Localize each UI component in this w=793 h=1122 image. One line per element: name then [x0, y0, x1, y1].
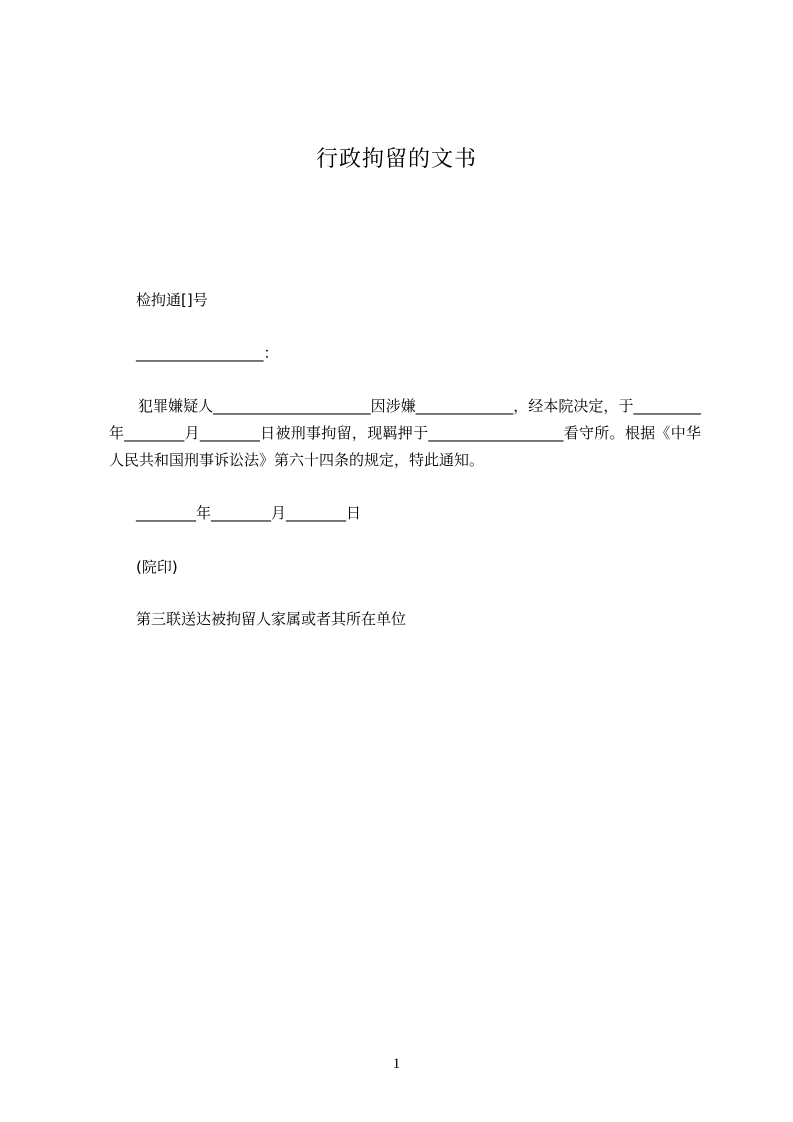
document-number: 检拘通[]号: [136, 291, 208, 309]
copy-note: 第三联送达被拘留人家属或者其所在单位: [136, 610, 407, 628]
page-number: 1: [392, 1056, 401, 1072]
body-paragraph: 犯罪嫌疑人_____________________因涉嫌_____________，经本院决定，于_________年________月________日被刑事拘留，现羁押于__________________看守所。根据《中华人民共和国刑事诉讼法》第六十四条的规定，特此通知。: [109, 397, 701, 469]
document-title: 行政拘留的文书: [315, 147, 477, 172]
seal-line: (院印): [136, 558, 178, 576]
date-line: ________年________月________日: [136, 504, 362, 522]
addressee-line: _________________：: [136, 344, 279, 362]
